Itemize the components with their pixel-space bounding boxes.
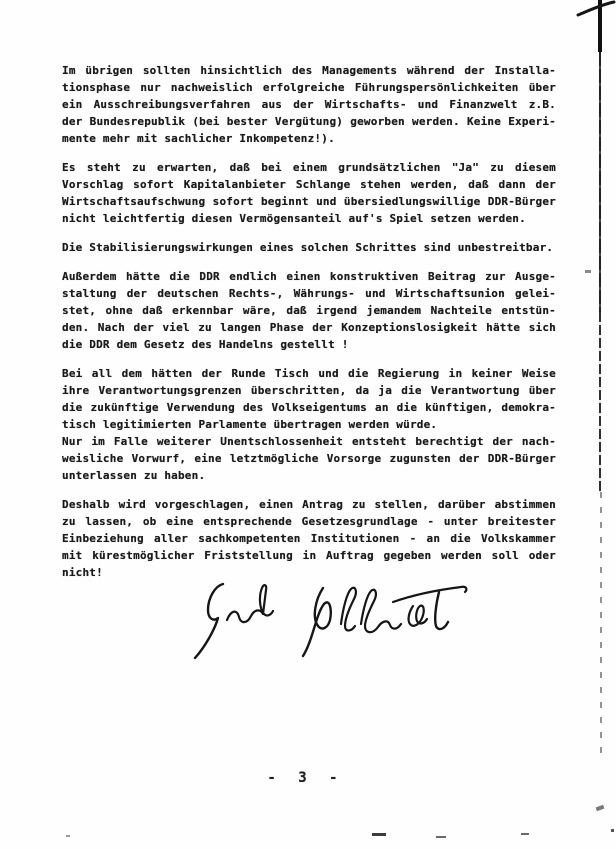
text-line: Wirtschaftsaufschwung sofort beginnt und übersiedlungswillige DDR-Bürger [62,195,556,208]
text-line: staltung der deutschen Rechts-, Währungs- und Wirtschaftsunion gelei- [62,287,556,300]
speck-artifact [436,836,446,838]
speck-artifact [66,835,70,837]
signature-graphic [185,572,485,662]
page-number: - 3 - [267,770,345,786]
speck-artifact [372,833,386,836]
paragraph [62,62,556,147]
text-line: unterlassen zu haben. [62,469,206,482]
text-line: weisliche Vorwurf, eine letztmögliche Vorsorge zugunsten der DDR-Bürger [62,452,556,465]
text-line: stet, ohne daß erkennbar wäre, daß irgend jemandem Nachteile entstün- [62,304,556,317]
text-line: ihre Verantwortungsgrenzen überschritten, da ja die Verantwortung über [62,384,556,397]
text-line: tionsphase nur nachweislich erfolgreiche Führungspersönlichkeiten über [62,81,556,94]
text-line: der Bundesrepublik (bei bester Vergütung) geworben werden. Keine Experi- [62,115,556,128]
paragraph [62,496,556,581]
text-line: Vorschlag sofort Kapitalanbieter Schlange stehen werden, daß dann der [62,178,556,191]
text-line: Es steht zu erwarten, daß bei einem grundsätzlichen "Ja" zu diesem [62,161,556,174]
text-line: mente mehr mit sachlicher Inkompetenz!). [62,132,335,145]
text-line: ein Ausschreibungsverfahren aus der Wirtschafts- und Finanzwelt z.B. [62,98,556,111]
text-line: Außerdem hätte die DDR endlich einen konstruktiven Beitrag zur Ausge- [62,270,556,283]
text-line: Im übrigen sollten hinsichtlich des Managements während der Installa- [62,64,556,77]
paragraph [62,239,556,256]
text-line: Einbeziehung aller sachkompetenten Institutionen - an die Volkskammer [62,532,556,545]
text-line: Nur im Falle weiterer Unentschlossenheit entsteht berechtigt der nach- [62,435,556,448]
handwritten-signature [185,572,485,662]
text-line: nicht! [62,566,103,579]
paragraph [62,365,556,484]
text-line: Deshalb wird vorgeschlagen, einen Antrag zu stellen, darüber abstimmen [62,498,556,511]
text-line: nicht leichtfertig diesen Vermögensanteil auf's Spiel setzen werden. [62,212,526,225]
speck-artifact [596,805,605,811]
speck-artifact [611,829,614,832]
paragraph [62,268,556,353]
paragraph [62,159,556,227]
text-line: Die Stabilisierungswirkungen eines solchen Schrittes sind unbestreitbar. [62,241,554,254]
text-line: tisch legitimierten Parlamente übertragen werden würde. [62,418,438,431]
speck-artifact [521,833,529,835]
text-line: den. Nach der viel zu langen Phase der Konzeptionslosigkeit hätte sich [62,321,556,334]
scan-line-artifact [599,52,601,312]
corner-smudge-artifact [574,0,616,18]
document-body [62,62,556,593]
scan-line-artifact [600,492,602,760]
scan-line-artifact [599,312,601,492]
speck-artifact [585,270,591,273]
text-line: die zukünftige Verwendung des Volkseigentums an die künftigen, demokra- [62,401,556,414]
text-line: Bei all dem hätten der Runde Tisch und die Regierung in keiner Weise [62,367,556,380]
text-line: zu lassen, ob eine entsprechende Gesetzesgrundlage - unter breitester [62,515,556,528]
text-line: die DDR dem Gesetz des Handelns gestellt ! [62,338,349,351]
text-line: mit kürestmöglicher Friststellung in Auftrag gegeben werden soll oder [62,549,556,562]
